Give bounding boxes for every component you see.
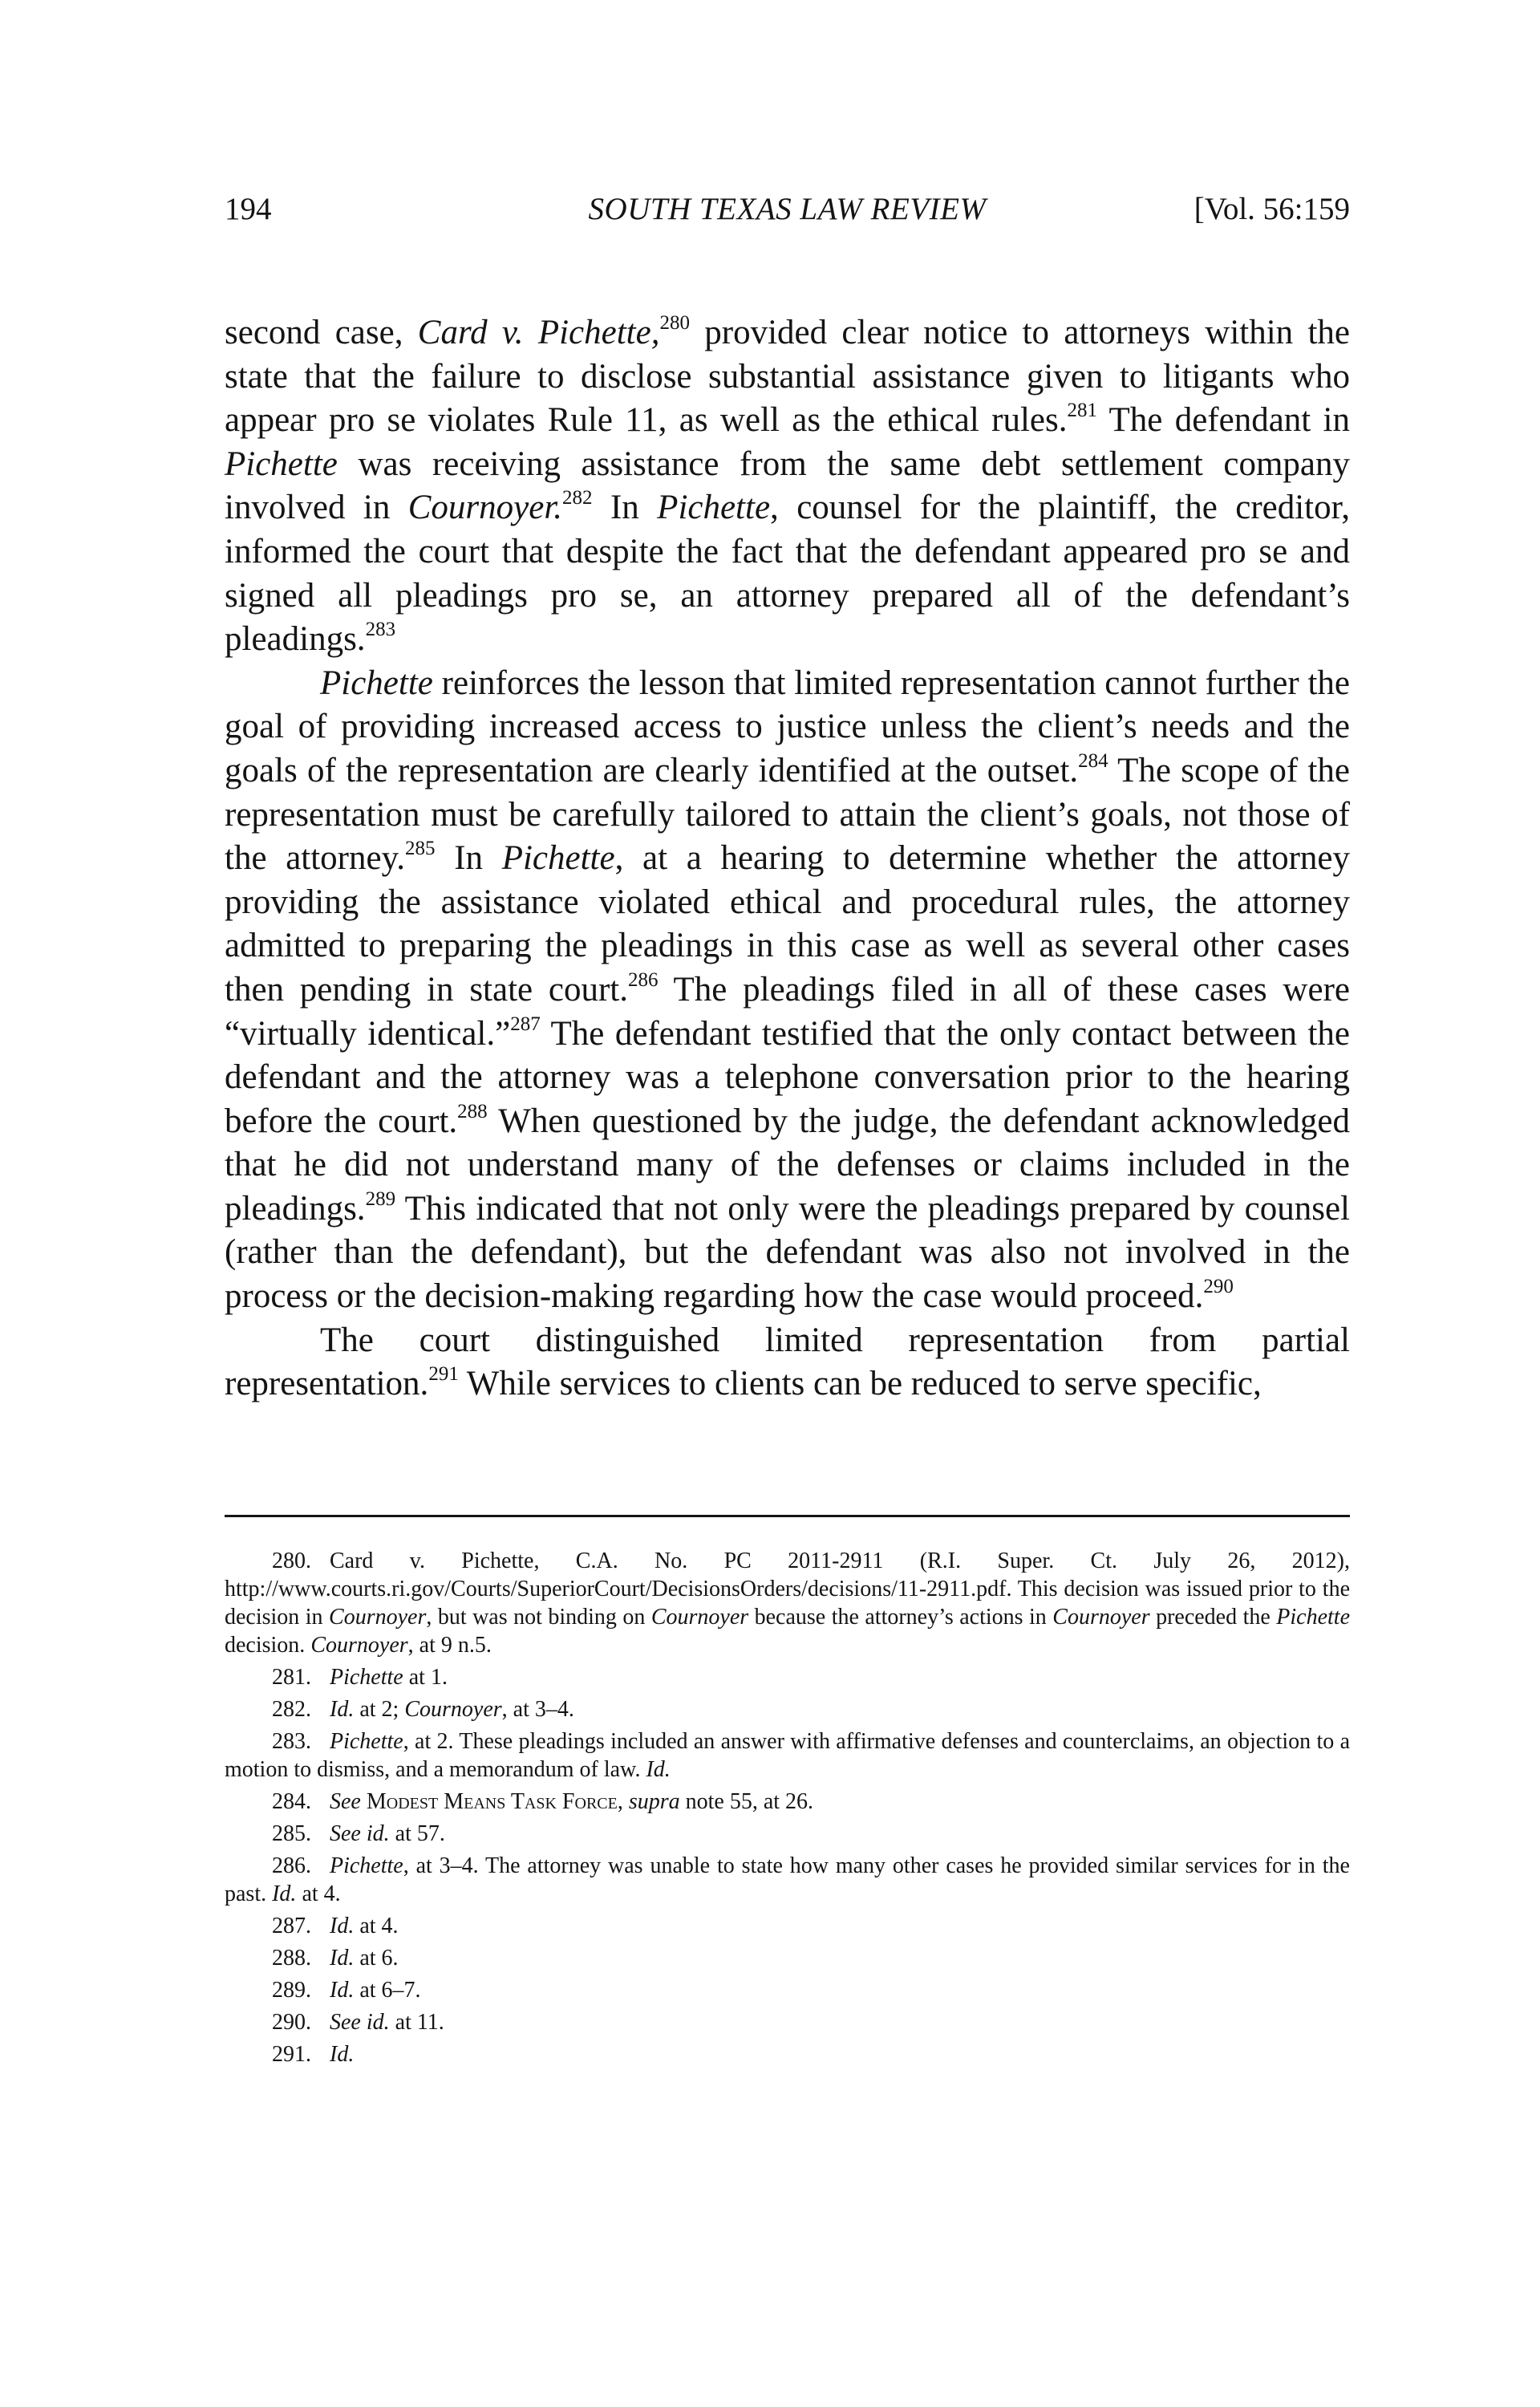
italic-text: Pichette <box>657 489 771 527</box>
footnote-ref: 281 <box>1067 400 1097 422</box>
text-run: preceded the <box>1149 1605 1277 1630</box>
text-run: at 11. <box>389 2010 444 2035</box>
italic-text: Pichette <box>225 444 338 483</box>
text-run: , but was not binding on <box>426 1605 651 1630</box>
footnote <box>225 1944 1350 1972</box>
footnote <box>225 1663 1350 1691</box>
text-run: at 1. <box>403 1665 448 1690</box>
footnote <box>225 2040 1350 2068</box>
text-run: , at 3–4. <box>501 1697 574 1722</box>
footnote-ref: 283 <box>365 619 396 641</box>
text-run: Card v. Pichette, C.A. No. PC 2011-2911 (R.I. Super. Ct. July 26, 2012), http://www.courts.ri.gov/Courts/SuperiorCourt/DecisionsOrders/decisions/11-2911.pdf. This decision was issued prior to the decision in <box>225 1549 1350 1630</box>
text-run: because the attorney’s actions in <box>748 1605 1053 1630</box>
italic-text: Id. <box>330 1697 355 1722</box>
italic-text: Id. <box>330 2042 355 2067</box>
italic-text: supra <box>628 1789 680 1814</box>
footnote-divider <box>225 1515 1350 1517</box>
text-run: was receiving assistance from the same debt settlement company involved in <box>225 444 1350 527</box>
text-run: at 6–7. <box>354 1978 421 2003</box>
italic-text: Cournoyer <box>1052 1605 1150 1630</box>
footnote-number: 283. <box>272 1729 311 1754</box>
italic-text: Pichette <box>501 839 615 878</box>
italic-text: See id. <box>330 2010 390 2035</box>
italic-text: Cournoyer. <box>407 489 563 527</box>
footnote-number: 281. <box>272 1665 311 1690</box>
italic-text: Id. <box>330 1978 355 2003</box>
italic-text: Id. <box>330 1946 355 1971</box>
text-run: at 6. <box>354 1946 399 1971</box>
footnote-number: 286. <box>272 1853 311 1878</box>
footnote-number: 284. <box>272 1789 311 1814</box>
text-run: reinforces the lesson that limited representation cannot further the goal of providing increased access to justice unless the client’s needs and the goals of the representation are clearly identified at the outset. <box>225 664 1350 789</box>
footnote <box>225 1695 1350 1723</box>
footnote <box>225 1912 1350 1940</box>
text-run: This indicated that not only were the pleadings prepared by counsel (rather than the defendant), but the defendant was also not involved in the process or the decision-making regarding how the case would proceed. <box>225 1189 1350 1316</box>
text-run: at 4. <box>354 1914 399 1938</box>
footnote-number: 289. <box>272 1978 311 2003</box>
text-run: While services to clients can be reduced to serve specific, <box>458 1365 1262 1403</box>
italic-text: Pichette <box>330 1729 403 1754</box>
text-run: , counsel for the plaintiff, the creditor, informed the court that despite the fact that the defendant appeared pro se and signed all pleadings pro se, an attorney prepared all of the defendant’s pleadings. <box>225 489 1350 659</box>
text-run: , <box>617 1789 629 1814</box>
footnote-ref: 289 <box>365 1187 396 1210</box>
footnote-number: 282. <box>272 1697 311 1722</box>
text-run: In <box>592 489 658 527</box>
footnote-number: 288. <box>272 1946 311 1971</box>
footnote-ref: 285 <box>405 838 436 860</box>
text-run: note 55, at 26. <box>679 1789 814 1814</box>
footnote-ref: 282 <box>562 487 593 509</box>
footnote-ref: 291 <box>428 1363 459 1386</box>
italic-text: Cournoyer <box>650 1605 749 1630</box>
text-run: When questioned by the judge, the defendant acknowledged that he did not understand many of the defenses or claims included in the pleadings. <box>225 1102 1350 1228</box>
text-run: decision. <box>225 1633 311 1658</box>
italic-text: Id. <box>330 1914 355 1938</box>
main-text <box>225 311 1350 1406</box>
italic-text: See id. <box>330 1821 390 1846</box>
text-run: , at 3–4. The attorney was unable to state how many other cases he provided similar services for in the past. <box>225 1853 1350 1906</box>
italic-text: See <box>330 1789 361 1814</box>
footnote-number: 285. <box>272 1821 311 1846</box>
footnote-number: 291. <box>272 2042 311 2067</box>
italic-text: Pichette <box>330 1665 403 1690</box>
italic-text: Id. <box>646 1757 671 1782</box>
footnote <box>225 1727 1350 1784</box>
footnote-ref: 288 <box>457 1100 488 1122</box>
text-run <box>361 1789 367 1814</box>
italic-text: Id. <box>272 1881 297 1906</box>
italic-text: Cournoyer <box>329 1605 427 1630</box>
footnote-ref: 280 <box>659 312 690 334</box>
paragraph <box>225 1319 1350 1406</box>
text-run: , at a hearing to determine whether the attorney providing the assistance violated ethical and procedural rules, the attorney admitted to preparing the pleadings in this case as well as several other cases then pending in state court. <box>225 839 1350 1009</box>
footnote-ref: 290 <box>1203 1276 1234 1298</box>
text-run: The defendant in <box>1097 401 1351 440</box>
footnote-ref: 284 <box>1078 749 1108 772</box>
footnote <box>225 1976 1350 2004</box>
text-run: at 2; <box>354 1697 405 1722</box>
italic-text: Pichette <box>320 664 433 702</box>
text-run: The pleadings filed in all of these cases were “virtually identical.” <box>225 970 1350 1053</box>
text-run: provided clear notice to attorneys within the state that the failure to disclose substantial assistance given to litigants who appear pro se violates Rule 11, as well as the ethical rules. <box>225 314 1350 440</box>
footnote-number: 287. <box>272 1914 311 1938</box>
text-run: The defendant testified that the only contact between the defendant and the attorney was a telephone conversation prior to the hearing before the court. <box>225 1014 1351 1140</box>
text-run: at 4. <box>296 1881 341 1906</box>
italic-text: Cournoyer <box>404 1697 502 1722</box>
small-caps-text: Modest Means Task Force <box>366 1789 618 1814</box>
text-run: , at 9 n.5. <box>407 1633 492 1658</box>
text-run: second case, <box>225 314 418 351</box>
footnote-ref: 287 <box>510 1013 541 1035</box>
italic-text: Cournoyer <box>310 1633 408 1658</box>
text-run: at 57. <box>389 1821 445 1846</box>
footnote <box>225 2008 1350 2036</box>
italic-text: Pichette <box>1276 1605 1350 1630</box>
footnote-ref: 286 <box>628 968 659 991</box>
footnote <box>225 1788 1350 1816</box>
footnote <box>225 1852 1350 1908</box>
italic-text: Pichette <box>330 1853 403 1878</box>
text-run: In <box>435 839 502 878</box>
footnote <box>225 1820 1350 1848</box>
page-number: 194 <box>225 192 272 226</box>
text-run: , at 2. These pleadings included an answer with affirmative defenses and counterclaims, an objection to a motion to dismiss, and a memorandum of law. <box>225 1729 1350 1782</box>
text-run: The court distinguished limited representation from partial representation. <box>225 1321 1350 1403</box>
paragraph <box>225 662 1350 1319</box>
paragraph <box>225 311 1350 662</box>
running-header <box>225 191 1350 239</box>
footnotes <box>225 1547 1350 2072</box>
footnote-number: 280. <box>272 1549 311 1573</box>
italic-text: Card v. Pichette, <box>417 314 660 351</box>
text-run: The scope of the representation must be carefully tailored to attain the client’s goals, not those of the attorney. <box>225 751 1350 878</box>
footnote <box>225 1547 1350 1659</box>
footnote-number: 290. <box>272 2010 311 2035</box>
volume-citation: [Vol. 56:159 <box>1194 192 1350 226</box>
journal-title: SOUTH TEXAS LAW REVIEW <box>588 192 987 226</box>
